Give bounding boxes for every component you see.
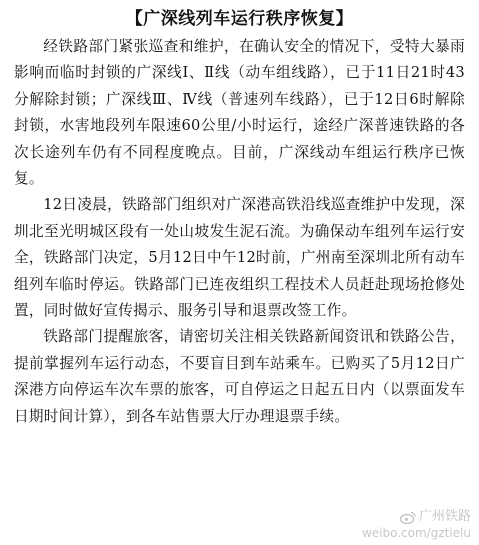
weibo-icon — [400, 511, 416, 524]
paragraph-3: 铁路部门提醒旅客，请密切关注相关铁路新闻资讯和铁路公告，提前掌握列车运行动态，不要盲目到车站乘车。已购买了5月12日广深港方向停运车次车票的旅客，可自停运之日起五日内（以票面发车日期时间计算），到各车站售票大厅办理退票手续。 — [14, 328, 465, 425]
paragraph-1: 经铁路部门紧张巡查和维护，在确认安全的情况下，受特大暴雨影响而临时封锁的广深线Ⅰ、Ⅱ线（动车组线路），已于11日21时43分解除封锁；广深线Ⅲ、Ⅳ线（普速列车线路），已于12日6时解除封锁，水害地段列车限速60公里/小时运行，途经广深普速铁路的各次长途列车仍有不同程度晚点。目前，广深线动车组运行秩序已恢复。 — [14, 38, 465, 188]
document-title: 【广深线列车运行秩序恢复】 — [125, 9, 354, 29]
watermark-url: weibo.com/gztielu — [361, 526, 471, 540]
watermark-brand-text: 广州铁路 — [418, 509, 471, 524]
watermark-brand — [362, 509, 471, 525]
paragraph-2: 12日凌晨，铁路部门组织对广深港高铁沿线巡查维护中发现，深圳北至光明城区段有一处山坡发生泥石流。为确保动车组列车运行安全，铁路部门决定，5月12日中午12时前，广州南至深圳北所有动车组列车临时停运。铁路部门已连夜组织工程技术人员赶赴现场抢修处置，同时做好宣传揭示、服务引导和退票改签工作。 — [14, 196, 465, 320]
weibo-watermark — [362, 509, 471, 541]
